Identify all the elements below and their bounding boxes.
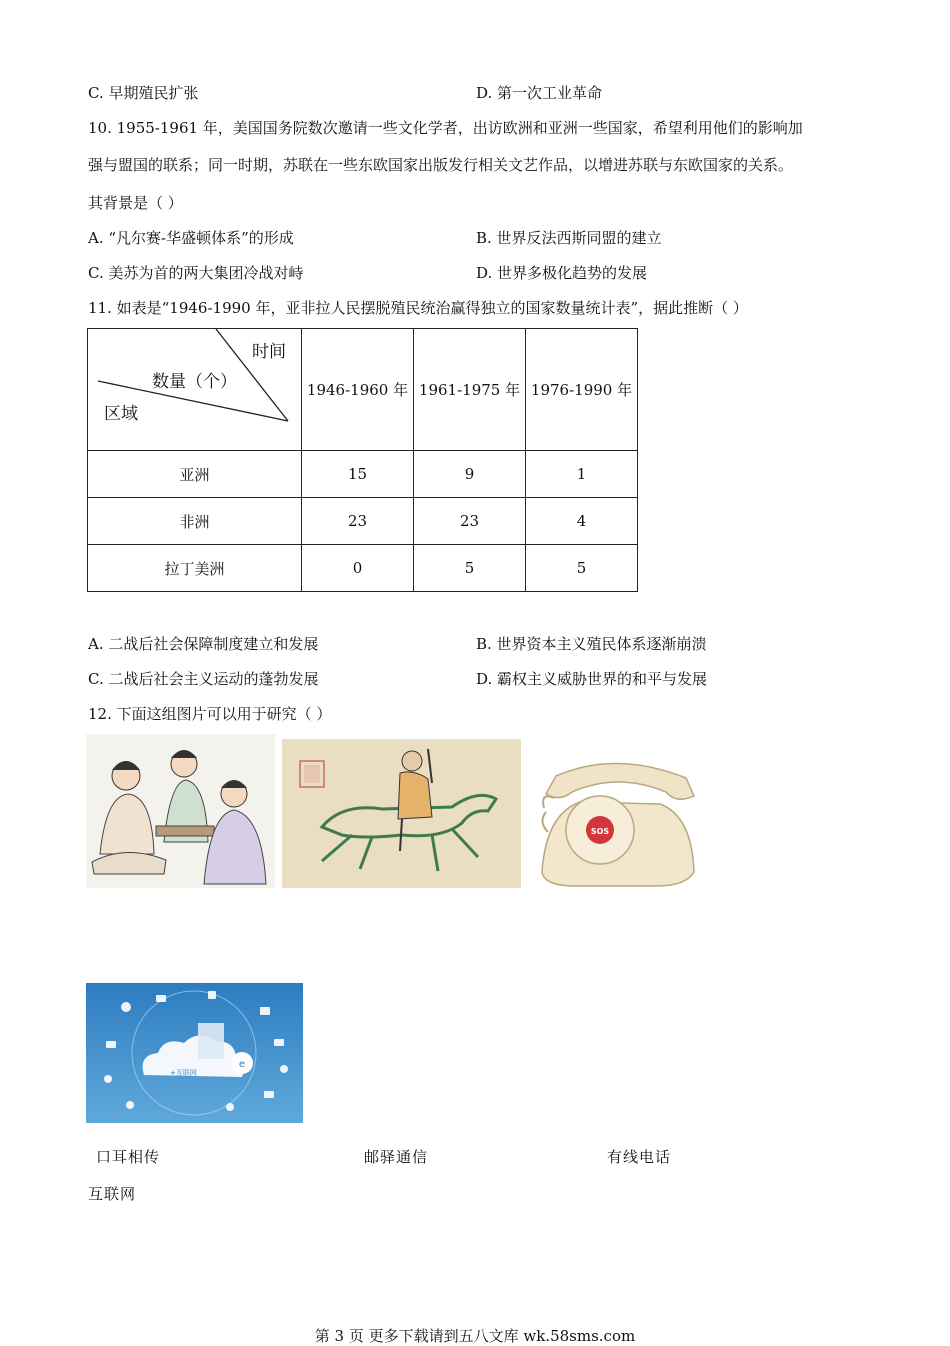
- region-cell: 非洲: [88, 498, 302, 545]
- rotary-telephone-photo: [536, 752, 698, 888]
- q11-option-b: B. 世界资本主义殖民体系逐渐崩溃: [476, 635, 707, 653]
- sos-label: SOS: [590, 827, 610, 836]
- value-cell: 9: [414, 451, 526, 498]
- value-cell: 23: [302, 498, 414, 545]
- q12-stem: 12. 下面这组图片可以用于研究（ ）: [88, 705, 332, 723]
- q11-option-a: A. 二战后社会保障制度建立和发展: [88, 635, 319, 653]
- header-period-1: 1946-1960 年: [302, 329, 414, 451]
- region-cell: 拉丁美洲: [88, 545, 302, 592]
- value-cell: 1: [526, 451, 638, 498]
- independence-stats-table: [87, 328, 638, 592]
- table-row: [88, 545, 638, 592]
- page-footer: 第 3 页 更多下载请到五八文库 wk.58sms.com: [314, 1327, 636, 1345]
- header-period-2: 1961-1975 年: [414, 329, 526, 451]
- caption-word-of-mouth: 口耳相传: [96, 1148, 161, 1166]
- table-header-row: [88, 329, 638, 451]
- header-region: 区域: [104, 404, 138, 424]
- svg-text:e: e: [238, 1059, 246, 1070]
- q11-stem: 11. 如表是“1946-1990 年，亚非拉人民摆脱殖民统治赢得独立的国家数量统计表”，据此推断（ ）: [88, 299, 748, 317]
- value-cell: 5: [526, 545, 638, 592]
- header-count: 数量（个）: [152, 372, 237, 392]
- value-cell: 0: [302, 545, 414, 592]
- q10-stem-line1: 10. 1955-1961 年，美国国务院数次邀请一些文化学者，出访欧洲和亚洲一些国家，希望利用他们的影响加: [88, 119, 803, 137]
- value-cell: 23: [414, 498, 526, 545]
- region-cell: 亚洲: [88, 451, 302, 498]
- q9-option-d: D. 第一次工业革命: [476, 84, 603, 102]
- word-of-mouth-illustration: [86, 734, 275, 888]
- q10-option-d: D. 世界多极化趋势的发展: [476, 264, 648, 282]
- q10-stem-line2: 强与盟国的联系；同一时期，苏联在一些东欧国家出版发行相关文艺作品，以增进苏联与东欧国家的关系。: [88, 156, 794, 174]
- post-rider-painting: [282, 739, 521, 888]
- value-cell: 4: [526, 498, 638, 545]
- table-row: [88, 451, 638, 498]
- q10-stem-line3: 其背景是（ ）: [88, 194, 183, 212]
- table-row: [88, 498, 638, 545]
- diagonal-header-cell: [88, 329, 302, 451]
- value-cell: 15: [302, 451, 414, 498]
- q9-option-c: C. 早期殖民扩张: [88, 84, 199, 102]
- q11-option-d: D. 霸权主义威胁世界的和平与发展: [476, 670, 708, 688]
- q10-option-b: B. 世界反法西斯同盟的建立: [476, 229, 662, 247]
- caption-post-relay: 邮驿通信: [364, 1148, 429, 1166]
- caption-wired-telephone: 有线电话: [607, 1148, 672, 1166]
- header-time: 时间: [252, 342, 286, 362]
- cloud-label: +互联网: [170, 1069, 197, 1077]
- value-cell: 5: [414, 545, 526, 592]
- caption-internet: 互联网: [88, 1185, 137, 1203]
- q10-option-c: C. 美苏为首的两大集团冷战对峙: [88, 264, 304, 282]
- q10-option-a: A. “凡尔赛-华盛顿体系”的形成: [88, 229, 294, 247]
- q11-option-c: C. 二战后社会主义运动的蓬勃发展: [88, 670, 319, 688]
- header-period-3: 1976-1990 年: [526, 329, 638, 451]
- internet-illustration: [86, 983, 303, 1123]
